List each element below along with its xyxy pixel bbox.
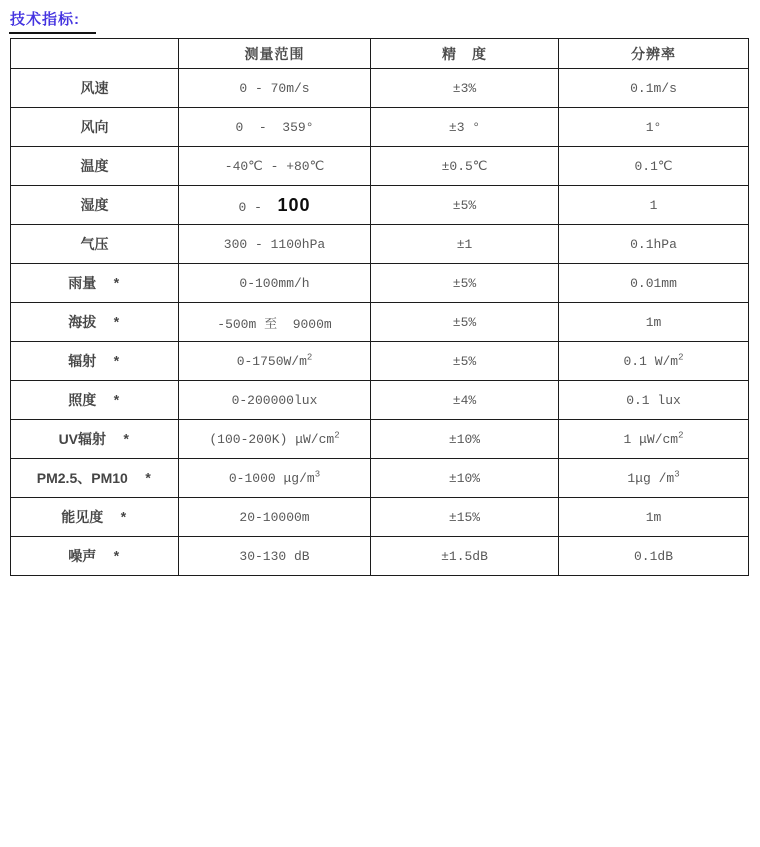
value-text: 1° <box>645 119 662 135</box>
spec-table-header <box>11 39 749 69</box>
value-text: 0-1750W/m <box>236 353 307 369</box>
range-cell <box>179 69 371 108</box>
precision-cell <box>371 108 559 147</box>
value-text: 0.1hPa <box>630 236 677 252</box>
row-label-text: 风速 <box>80 80 109 96</box>
header-parameter <box>11 39 179 69</box>
superscript-unit: 2 <box>306 352 313 363</box>
table-row <box>11 498 749 537</box>
row-label <box>11 264 179 303</box>
table-row <box>11 381 749 420</box>
row-label-text: UV辐射 <box>58 431 107 447</box>
superscript-unit: 3 <box>314 469 321 480</box>
value-text: 20-10000m <box>239 509 310 525</box>
row-label-text: 湿度 <box>80 197 109 213</box>
range-cell <box>179 147 371 186</box>
value-text: -40℃ - +80℃ <box>224 158 325 174</box>
header-precision: 精 度 <box>371 39 559 69</box>
precision-cell <box>371 225 559 264</box>
table-row <box>11 264 749 303</box>
row-label <box>11 303 179 342</box>
value-text: 1 <box>649 197 658 213</box>
resolution-cell <box>559 342 749 381</box>
range-cell <box>179 303 371 342</box>
header-row <box>11 39 749 69</box>
asterisk-marker: * <box>122 433 131 449</box>
value-text: ±5% <box>452 314 477 330</box>
precision-cell <box>371 303 559 342</box>
resolution-cell <box>559 108 749 147</box>
range-cell <box>179 225 371 264</box>
bold-value: 100 <box>277 194 311 215</box>
row-label <box>11 381 179 420</box>
header-resolution: 分辨率 <box>559 39 749 69</box>
value-text: 1m <box>645 509 662 525</box>
row-label-text: 气压 <box>80 236 109 252</box>
precision-cell <box>371 69 559 108</box>
row-label-text: 辐射 <box>68 353 97 369</box>
value-text: 0.1 W/m <box>623 353 679 369</box>
precision-cell <box>371 381 559 420</box>
row-label <box>11 108 179 147</box>
resolution-cell <box>559 225 749 264</box>
value-text: 0 - <box>238 199 278 215</box>
spec-table <box>10 38 749 576</box>
row-label <box>11 147 179 186</box>
asterisk-marker: * <box>112 550 121 566</box>
resolution-cell <box>559 381 749 420</box>
asterisk-marker: * <box>112 316 121 332</box>
value-text: 1m <box>645 314 662 330</box>
precision-cell <box>371 264 559 303</box>
asterisk-marker: * <box>112 394 121 410</box>
value-text: (100-200K) μW/cm <box>209 431 335 447</box>
value-text: ±1 <box>456 236 473 252</box>
resolution-cell <box>559 147 749 186</box>
header-measure-range: 测量范围 <box>179 39 371 69</box>
asterisk-marker: * <box>119 511 128 527</box>
row-label <box>11 69 179 108</box>
precision-cell <box>371 147 559 186</box>
range-cell <box>179 186 371 225</box>
row-label-text: PM2.5、PM10 <box>36 470 128 486</box>
row-label-text: 能见度 <box>61 509 104 525</box>
resolution-cell <box>559 69 749 108</box>
precision-cell <box>371 537 559 576</box>
row-label-text: 照度 <box>68 392 97 408</box>
superscript-unit: 3 <box>674 469 680 480</box>
value-text: ±4% <box>452 392 477 408</box>
range-cell <box>179 459 371 498</box>
table-row <box>11 186 749 225</box>
table-row <box>11 69 749 108</box>
value-text: 0.1dB <box>633 548 673 564</box>
range-cell <box>179 108 371 147</box>
spec-table-body <box>11 69 749 576</box>
value-text: ±1.5dB <box>441 548 488 564</box>
asterisk-marker: * <box>112 277 121 293</box>
range-cell <box>179 381 371 420</box>
row-label-text: 噪声 <box>68 548 97 564</box>
range-cell <box>179 420 371 459</box>
precision-cell <box>371 420 559 459</box>
value-text: ±10% <box>448 431 481 447</box>
table-row <box>11 108 749 147</box>
superscript-unit: 2 <box>334 430 340 441</box>
value-text: 1μg /m <box>627 470 675 486</box>
asterisk-marker: * <box>112 355 121 371</box>
precision-cell <box>371 186 559 225</box>
row-label-text: 雨量 <box>68 275 97 291</box>
range-cell <box>179 264 371 303</box>
value-text: 0.1m/s <box>630 80 677 96</box>
value-text: ±15% <box>448 509 481 525</box>
table-row <box>11 225 749 264</box>
table-row <box>11 537 749 576</box>
resolution-cell <box>559 459 749 498</box>
precision-cell <box>371 342 559 381</box>
value-text: 1 μW/cm <box>623 431 679 447</box>
value-text: ±5% <box>452 353 477 369</box>
value-text: 300 - 1100hPa <box>223 236 326 252</box>
row-label <box>11 537 179 576</box>
row-label-text: 温度 <box>80 158 109 174</box>
value-text: 0 - 359° <box>235 119 314 135</box>
value-text: ±5% <box>452 275 477 291</box>
table-row <box>11 459 749 498</box>
superscript-unit: 2 <box>678 430 684 441</box>
value-text: 0.01mm <box>630 275 677 291</box>
row-label <box>11 420 179 459</box>
value-text: 0.1℃ <box>634 158 673 174</box>
precision-cell <box>371 498 559 537</box>
table-row <box>11 303 749 342</box>
asterisk-marker: * <box>143 472 153 488</box>
value-text: ±3 ° <box>448 119 481 135</box>
resolution-cell <box>559 420 749 459</box>
value-text: 0-1000 μg/m <box>228 470 315 486</box>
range-cell <box>179 342 371 381</box>
resolution-cell <box>559 537 749 576</box>
superscript-unit: 2 <box>678 352 684 363</box>
value-text: 30-130 dB <box>239 548 310 564</box>
value-text: -500m 至 9000m <box>217 316 332 332</box>
resolution-cell <box>559 498 749 537</box>
table-row <box>11 342 749 381</box>
table-row <box>11 147 749 186</box>
row-label <box>11 459 179 498</box>
value-text: ±10% <box>448 470 481 486</box>
resolution-cell <box>559 264 749 303</box>
row-label-text: 风向 <box>80 119 109 135</box>
row-label-text: 海拔 <box>68 314 97 330</box>
range-cell <box>179 537 371 576</box>
value-text: 0.1 lux <box>626 392 681 408</box>
value-text: 0-200000lux <box>231 392 318 408</box>
precision-cell <box>371 459 559 498</box>
page-title: 技术指标: <box>9 8 96 34</box>
value-text: ±3% <box>452 80 477 96</box>
resolution-cell <box>559 186 749 225</box>
value-text: ±5% <box>452 197 477 213</box>
resolution-cell <box>559 303 749 342</box>
value-text: ±0.5℃ <box>441 158 488 174</box>
row-label <box>11 342 179 381</box>
value-text: 0 - 70m/s <box>239 80 310 96</box>
table-row <box>11 420 749 459</box>
value-text: 0-100mm/h <box>239 275 310 291</box>
row-label <box>11 498 179 537</box>
row-label <box>11 225 179 264</box>
row-label <box>11 186 179 225</box>
range-cell <box>179 498 371 537</box>
